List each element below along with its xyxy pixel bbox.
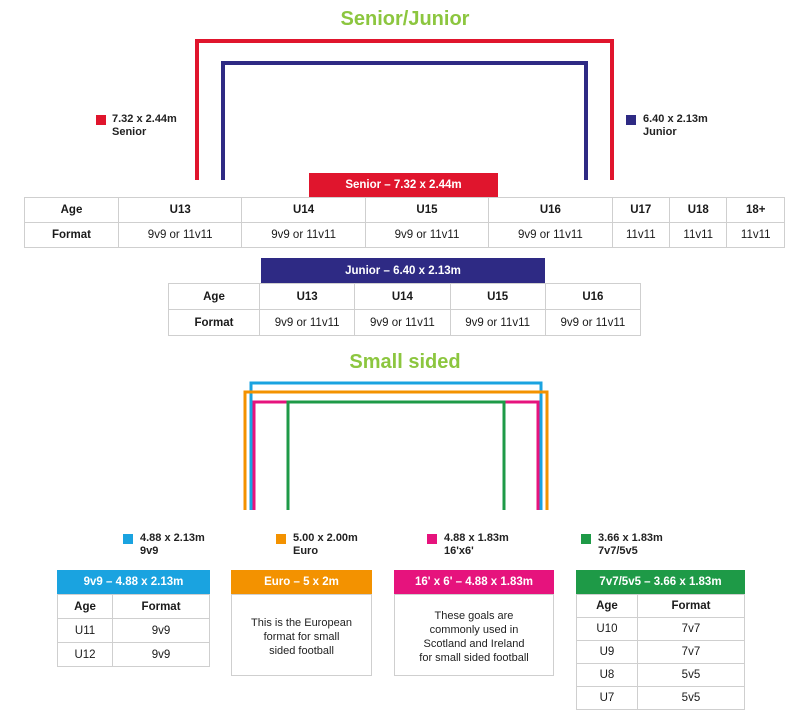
format-cell: 5v5	[637, 687, 744, 710]
junior-age-cell: U14	[355, 284, 450, 310]
senior-age-cell: U13	[119, 198, 242, 223]
card-text-line: for small sided football	[419, 652, 529, 664]
small-sided-goal-diagram	[0, 370, 810, 515]
legend-9v9-label: 9v9	[140, 545, 159, 557]
senior-age-cell: U15	[365, 198, 488, 223]
card-7v7-header: 7v7/5v5 – 3.66 x 1.83m	[576, 570, 745, 594]
format-cell: 7v7	[637, 618, 744, 641]
card-7v7-table	[576, 594, 745, 710]
card-text-line: This is the European	[251, 617, 352, 629]
card-text-line: Scotland and Ireland	[423, 638, 525, 650]
senior-age-cell: U18	[670, 198, 727, 223]
legend-7v7	[598, 532, 663, 558]
goal-euro-outline	[245, 392, 547, 510]
table-row	[577, 618, 745, 641]
card-text-line: These goals are	[434, 610, 514, 622]
card-16x6-body	[394, 594, 554, 676]
junior-format-cell: 9v9 or 11v11	[450, 310, 545, 336]
junior-format-cell: 9v9 or 11v11	[355, 310, 450, 336]
legend-7v7-label: 7v7/5v5	[598, 545, 638, 557]
senior-format-cell: 11v11	[612, 223, 669, 248]
legend-16x6-size: 4.88 x 1.83m	[444, 532, 509, 544]
card-col-header: Age	[58, 595, 113, 619]
card-text-line: sided football	[269, 645, 334, 657]
legend-9v9	[140, 532, 205, 558]
junior-legend	[643, 113, 708, 139]
goal-7v7-outline	[288, 402, 504, 510]
senior-legend-size: 7.32 x 2.44m	[112, 113, 177, 125]
senior-table	[24, 197, 785, 248]
senior-format-cell: 9v9 or 11v11	[365, 223, 488, 248]
format-cell: 5v5	[637, 664, 744, 687]
junior-swatch	[626, 115, 636, 125]
table-row	[58, 619, 210, 643]
legend-euro-size: 5.00 x 2.00m	[293, 532, 358, 544]
card-9v9-header: 9v9 – 4.88 x 2.13m	[57, 570, 210, 594]
card-text-line: format for small	[263, 631, 340, 643]
format-cell: 9v9	[113, 619, 210, 643]
legend-16x6	[444, 532, 509, 558]
legend-euro-swatch	[276, 534, 286, 544]
card-euro-header: Euro – 5 x 2m	[231, 570, 372, 594]
card-text-line: commonly used in	[429, 624, 519, 636]
junior-legend-label: Junior	[643, 126, 677, 138]
table-row	[577, 664, 745, 687]
legend-9v9-size: 4.88 x 2.13m	[140, 532, 205, 544]
senior-format-cell: 9v9 or 11v11	[489, 223, 612, 248]
senior-age-row	[25, 198, 785, 223]
junior-age-cell: U15	[450, 284, 545, 310]
senior-format-cell: 9v9 or 11v11	[242, 223, 365, 248]
legend-7v7-swatch	[581, 534, 591, 544]
card-16x6-header: 16' x 6' – 4.88 x 1.83m	[394, 570, 554, 594]
senior-age-label: Age	[25, 198, 119, 223]
card-col-header: Age	[577, 595, 638, 618]
table-row	[58, 643, 210, 667]
senior-age-cell: U14	[242, 198, 365, 223]
card-col-header: Format	[113, 595, 210, 619]
senior-age-cell: U17	[612, 198, 669, 223]
small-sided-title: Small sided	[349, 351, 461, 373]
senior-junior-goal-diagram	[0, 0, 810, 190]
junior-age-cell: U16	[545, 284, 640, 310]
table-row	[577, 641, 745, 664]
age-cell: U12	[58, 643, 113, 667]
senior-legend	[112, 113, 177, 139]
age-cell: U9	[577, 641, 638, 664]
format-cell: 7v7	[637, 641, 744, 664]
senior-legend-label: Senior	[112, 126, 147, 138]
age-cell: U8	[577, 664, 638, 687]
senior-format-cell: 11v11	[670, 223, 727, 248]
card-col-header: Format	[637, 595, 744, 618]
age-cell: U11	[58, 619, 113, 643]
junior-age-label: Age	[169, 284, 260, 310]
junior-table-header: Junior – 6.40 x 2.13m	[261, 258, 545, 284]
goal-16x6-outline	[254, 402, 538, 510]
table-row	[577, 687, 745, 710]
senior-junior-title: Senior/Junior	[340, 8, 470, 30]
junior-table	[168, 283, 641, 336]
junior-age-row	[169, 284, 641, 310]
junior-age-cell: U13	[260, 284, 355, 310]
junior-legend-size: 6.40 x 2.13m	[643, 113, 708, 125]
junior-format-label: Format	[169, 310, 260, 336]
junior-format-cell: 9v9 or 11v11	[545, 310, 640, 336]
legend-9v9-swatch	[123, 534, 133, 544]
senior-swatch	[96, 115, 106, 125]
legend-16x6-swatch	[427, 534, 437, 544]
card-9v9-table	[57, 594, 210, 667]
senior-format-cell: 9v9 or 11v11	[119, 223, 242, 248]
age-cell: U7	[577, 687, 638, 710]
senior-format-cell: 11v11	[727, 223, 785, 248]
age-cell: U10	[577, 618, 638, 641]
senior-format-label: Format	[25, 223, 119, 248]
legend-euro	[293, 532, 358, 558]
senior-table-header: Senior – 7.32 x 2.44m	[309, 173, 498, 197]
senior-format-row	[25, 223, 785, 248]
junior-format-row	[169, 310, 641, 336]
senior-age-cell: 18+	[727, 198, 785, 223]
legend-7v7-size: 3.66 x 1.83m	[598, 532, 663, 544]
card-euro-body	[231, 594, 372, 676]
junior-format-cell: 9v9 or 11v11	[260, 310, 355, 336]
card-table-header-row	[577, 595, 745, 618]
card-table-header-row	[58, 595, 210, 619]
format-cell: 9v9	[113, 643, 210, 667]
legend-16x6-label: 16'x6'	[444, 545, 474, 557]
senior-age-cell: U16	[489, 198, 612, 223]
legend-euro-label: Euro	[293, 545, 319, 557]
junior-goal-outline	[223, 63, 586, 180]
